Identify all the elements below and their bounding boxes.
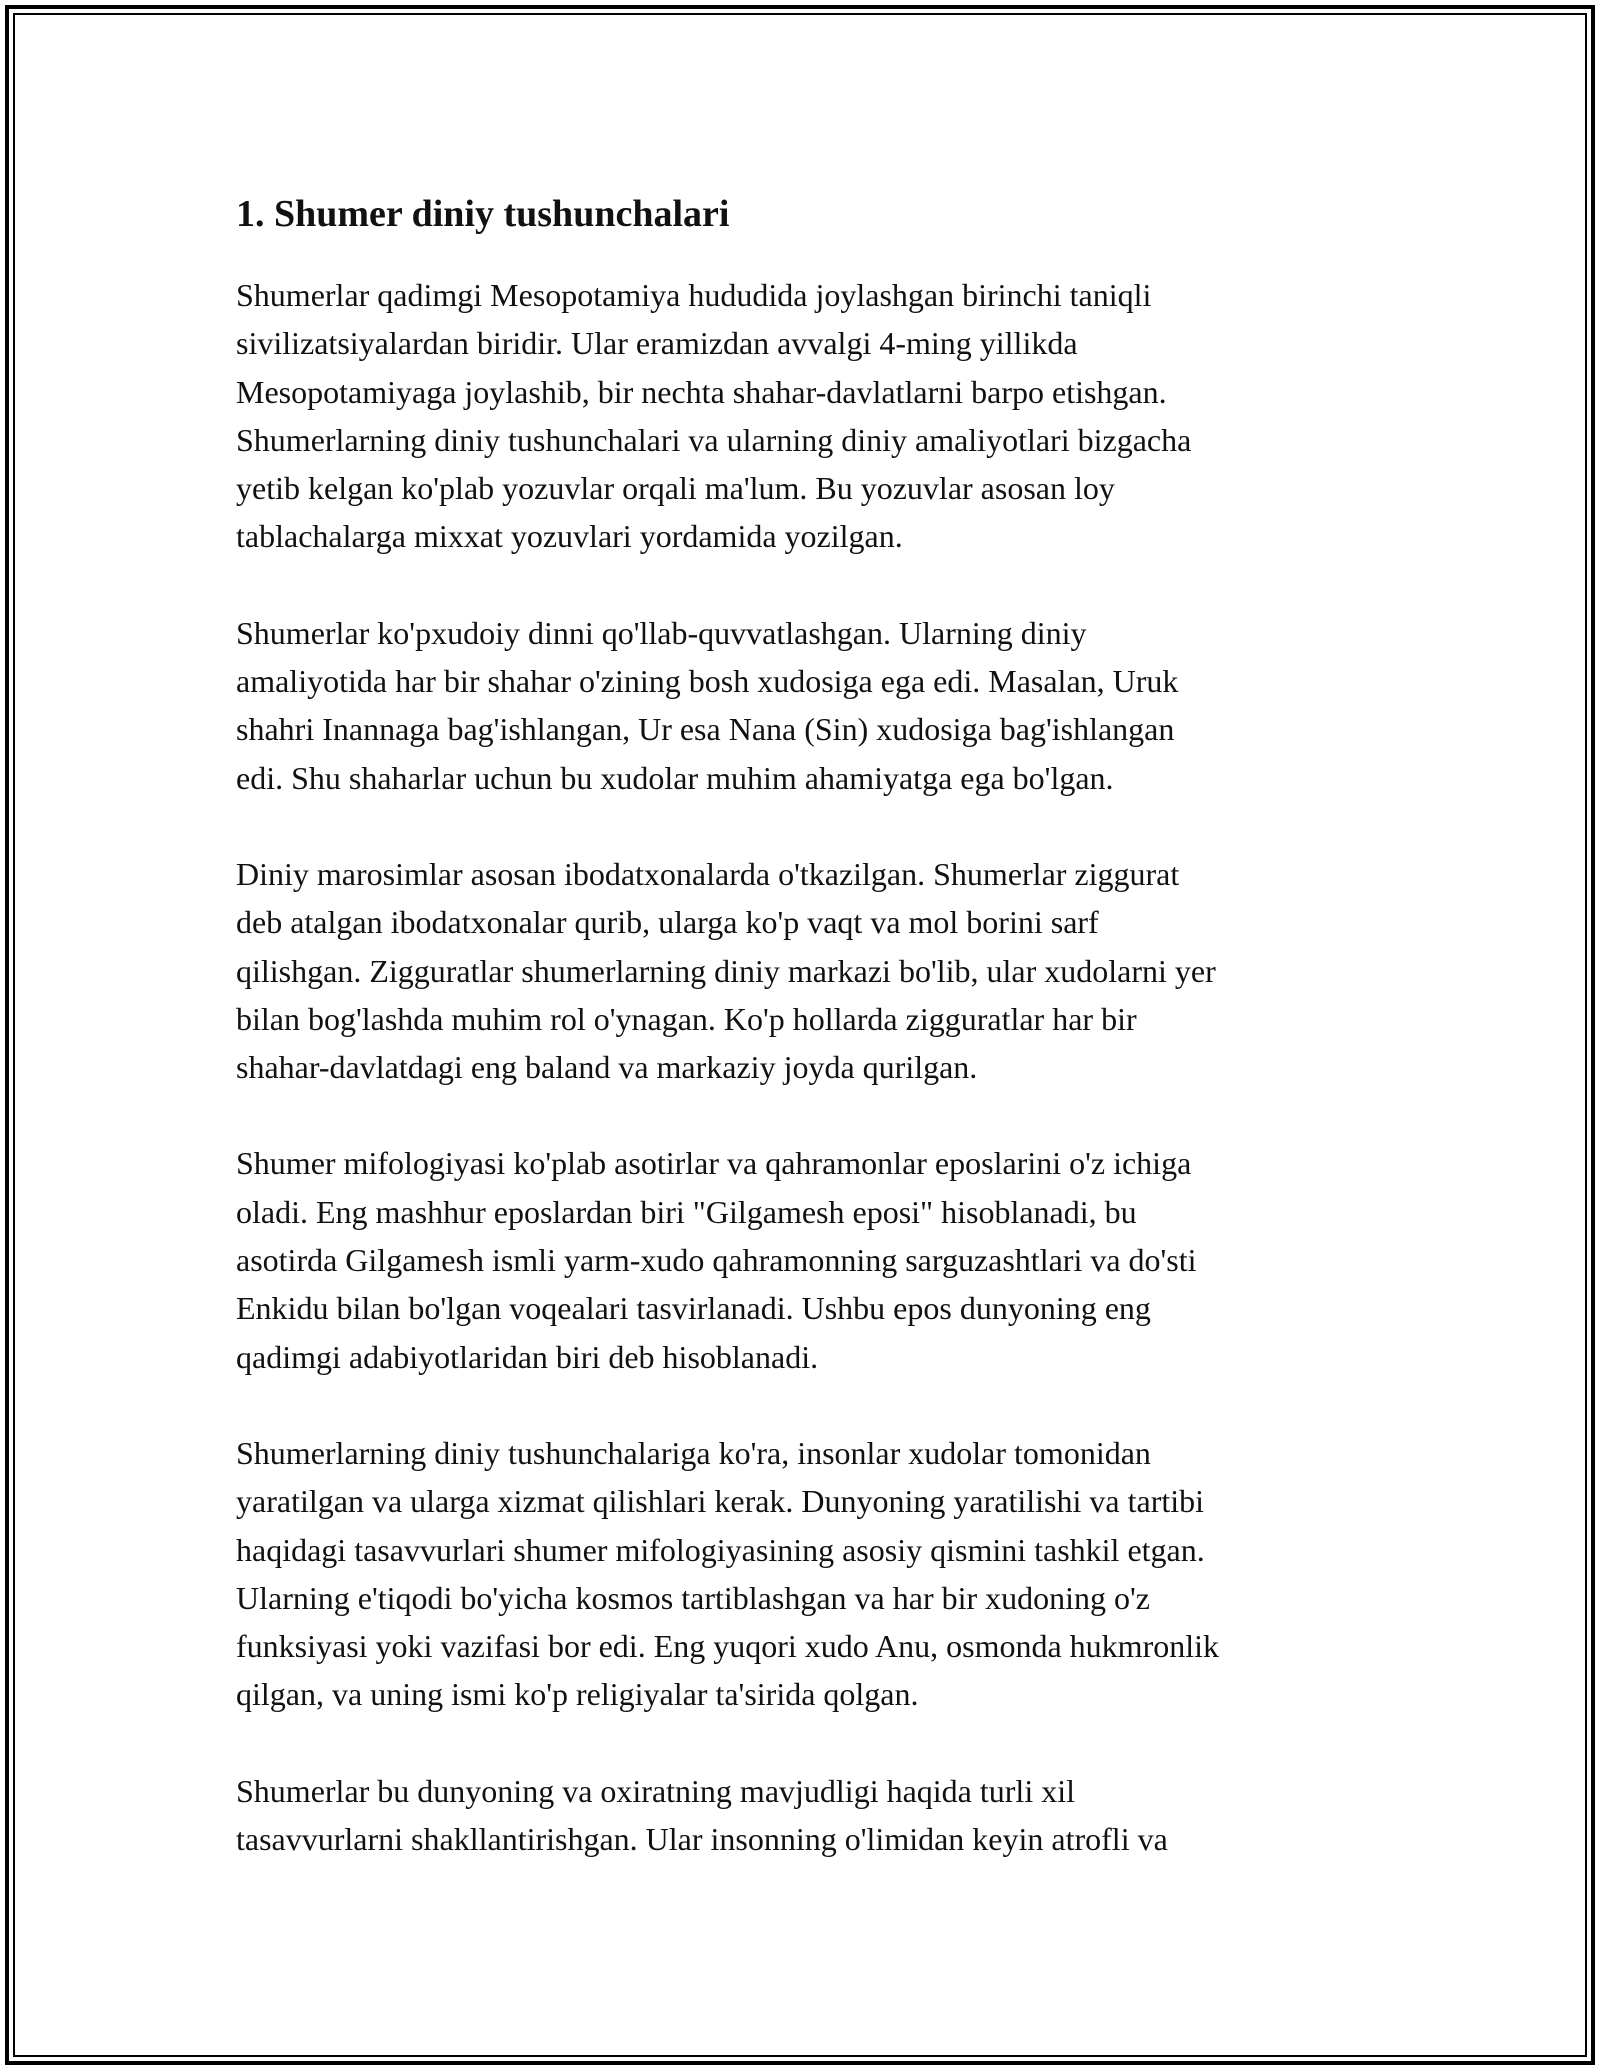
paragraph-line: Shumerlar ko'pxudoiy dinni qo'llab-quvvatlashgan. Ularning diniy (236, 614, 1087, 651)
paragraph-line: Shumer mifologiyasi ko'plab asotirlar va qahramonlar eposlarini o'z ichiga (236, 1145, 1192, 1182)
body-paragraph (236, 609, 1371, 802)
paragraph-line: tablachalarga mixxat yozuvlari yordamida yozilgan. (236, 518, 903, 555)
body-paragraph (236, 850, 1371, 1091)
paragraph-line: Shumerlarning diniy tushunchalari va ularning diniy amaliyotlari bizgacha (236, 421, 1192, 458)
body-paragraph (236, 1139, 1371, 1380)
paragraph-line: Ularning e'tiqodi bo'yicha kosmos tartiblashgan va har bir xudoning o'z (236, 1579, 1150, 1616)
paragraph-line: yetib kelgan ko'plab yozuvlar orqali ma'lum. Bu yozuvlar asosan loy (236, 470, 1115, 507)
paragraph-line: haqidagi tasavvurlari shumer mifologiyasining asosiy qismini tashkil etgan. (236, 1531, 1205, 1568)
paragraph-line: qilishgan. Zigguratlar shumerlarning diniy markazi bo'lib, ular xudolarni yer (236, 952, 1216, 989)
paragraph-line: Shumerlarning diniy tushunchalariga ko'ra, insonlar xudolar tomonidan (236, 1434, 1151, 1471)
paragraph-line: edi. Shu shaharlar uchun bu xudolar muhim ahamiyatga ega bo'lgan. (236, 759, 1114, 796)
paragraph-line: amaliyotida har bir shahar o'zining bosh xudosiga ega edi. Masalan, Uruk (236, 663, 1179, 700)
paragraph-line: Enkidu bilan bo'lgan voqealari tasvirlanadi. Ushbu epos dunyoning eng (236, 1290, 1151, 1327)
paragraph-line: bilan bog'lashda muhim rol o'ynagan. Ko'p hollarda zigguratlar har bir (236, 1000, 1137, 1037)
paragraph-line: funksiyasi yoki vazifasi bor edi. Eng yuqori xudo Anu, osmonda hukmronlik (236, 1628, 1219, 1665)
paragraph-line: sivilizatsiyalardan biridir. Ular eramizdan avvalgi 4-ming yillikda (236, 325, 1078, 362)
paragraph-line: deb atalgan ibodatxonalar qurib, ularga ko'p vaqt va mol borini sarf (236, 904, 1099, 941)
body-paragraph (236, 271, 1371, 561)
paragraph-list (236, 271, 1371, 1863)
paragraph-line: tasavvurlarni shakllantirishgan. Ular insonning o'limidan keyin atrofli va (236, 1821, 1168, 1858)
body-paragraph (236, 1767, 1371, 1864)
paragraph-line: Shumerlar qadimgi Mesopotamiya hududida joylashgan birinchi taniqli (236, 277, 1152, 313)
paragraph-line: oladi. Eng mashhur eposlardan biri "Gilgamesh eposi" hisoblanadi, bu (236, 1193, 1137, 1230)
paragraph-line: shahri Inannaga bag'ishlangan, Ur esa Nana (Sin) xudosiga bag'ishlangan (236, 711, 1175, 748)
paragraph-line: Diniy marosimlar asosan ibodatxonalarda o'tkazilgan. Shumerlar ziggurat (236, 855, 1180, 892)
paragraph-line: Mesopotamiyaga joylashib, bir nechta shahar-davlatlarni barpo etishgan. (236, 373, 1167, 410)
paragraph-line: Shumerlar bu dunyoning va oxiratning mavjudligi haqida turli xil (236, 1772, 1075, 1809)
paragraph-line: yaratilgan va ularga xizmat qilishlari kerak. Dunyoning yaratilishi va tartibi (236, 1483, 1205, 1520)
paragraph-line: shahar-davlatdagi eng baland va markaziy joyda qurilgan. (236, 1049, 978, 1086)
paragraph-line: qilgan, va uning ismi ko'p religiyalar ta'sirida qolgan. (236, 1676, 919, 1713)
paragraph-line: asotirda Gilgamesh ismli yarm-xudo qahramonning sarguzashtlari va do'sti (236, 1242, 1197, 1279)
section-heading: 1. Shumer diniy tushunchalari (236, 193, 730, 235)
body-paragraph (236, 1429, 1371, 1719)
document-body (236, 183, 1371, 1911)
paragraph-line: qadimgi adabiyotlaridan biri deb hisoblanadi. (236, 1338, 819, 1375)
